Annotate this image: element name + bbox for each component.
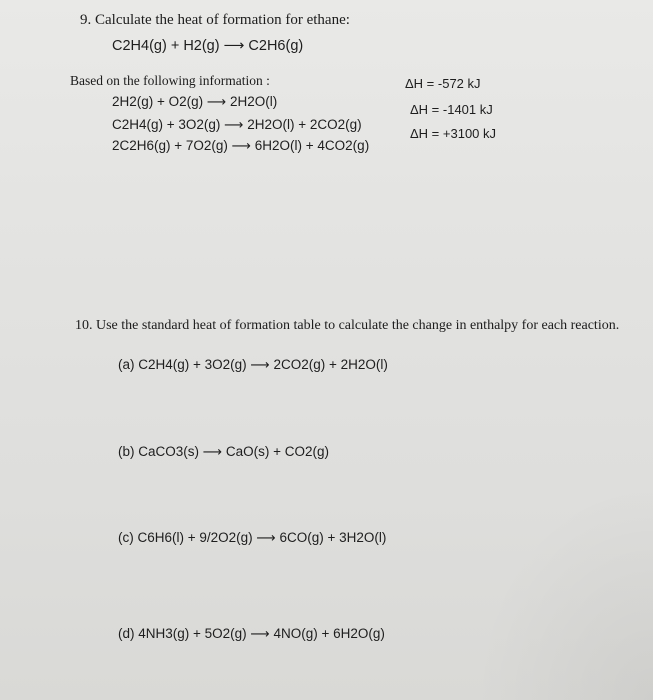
- q9-enthalpy-1: ΔH = -572 kJ: [405, 76, 481, 91]
- q10-reaction-b: (b) CaCO3(s) ⟶ CaO(s) + CO2(g): [118, 444, 330, 459]
- q10-reaction-d: (d) 4NH3(g) + 5O2(g) ⟶ 4NO(g) + 6H2O(g): [118, 626, 385, 641]
- q9-enthalpy-2: ΔH = -1401 kJ: [410, 102, 493, 117]
- question-10-title: 10. Use the standard heat of formation table to calculate the change in enthalpy for each reaction.: [75, 318, 620, 333]
- q9-based-on-label: Based on the following information :: [70, 73, 270, 88]
- q9-target-reaction: C2H4(g) + H2(g) ⟶ C2H6(g): [112, 38, 304, 54]
- q9-equation-1: 2H2(g) + O2(g) ⟶ 2H2O(l): [112, 94, 278, 109]
- question-9-title: 9. Calculate the heat of formation for ethane:: [80, 12, 350, 28]
- q10-reaction-c: (c) C6H6(l) + 9/2O2(g) ⟶ 6CO(g) + 3H2O(l): [118, 530, 387, 545]
- q9-enthalpy-3: ΔH = +3100 kJ: [410, 126, 497, 141]
- photo-shadow: [473, 480, 653, 700]
- q9-equation-3: 2C2H6(g) + 7O2(g) ⟶ 6H2O(l) + 4CO2(g): [112, 138, 370, 153]
- q9-equation-2: C2H4(g) + 3O2(g) ⟶ 2H2O(l) + 2CO2(g): [112, 117, 362, 132]
- q10-reaction-a: (a) C2H4(g) + 3O2(g) ⟶ 2CO2(g) + 2H2O(l): [118, 357, 388, 372]
